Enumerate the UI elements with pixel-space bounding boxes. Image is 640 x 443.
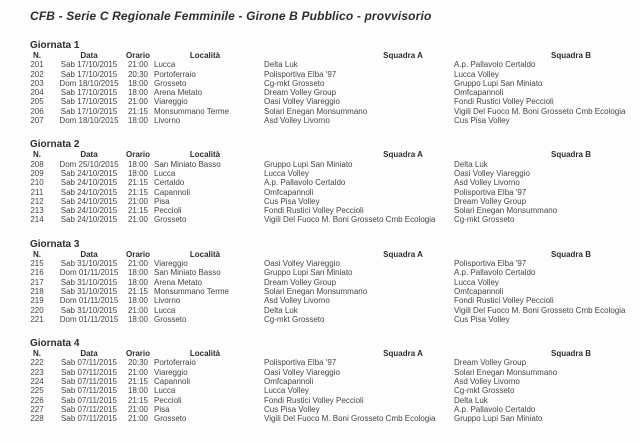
table-body [20, 358, 640, 423]
page-title: CFB - Serie C Regionale Femminile - Girone B Pubblico - provvisorio [30, 9, 432, 23]
cell-squadra-b: Solari Enegan Monsummano [454, 367, 558, 377]
cell-n: 205 [30, 97, 44, 107]
cell-squadra-a: Cg-mkt Grosseto [264, 314, 325, 324]
column-header-squadra-b: Squadra B [550, 150, 591, 160]
cell-orario: 21:00 [127, 196, 149, 206]
giornata-heading: Giornata 4 [30, 338, 80, 350]
cell-data: Sab 31/10/2015 [60, 286, 118, 296]
cell-data: Dom 18/10/2015 [59, 116, 119, 126]
cell-data: Sab 07/11/2015 [61, 414, 117, 424]
cell-localita: Capannoli [154, 187, 191, 197]
table-row [20, 60, 640, 69]
cell-n: 227 [30, 404, 44, 414]
cell-squadra-b: Polisportiva Elba '97 [454, 187, 527, 197]
cell-localita: Peccioli [154, 206, 182, 216]
cell-orario: 21:00 [127, 259, 149, 269]
cell-orario: 21:15 [127, 395, 149, 405]
cell-data: Sab 07/11/2015 [61, 367, 117, 377]
cell-squadra-b: Cus Pisa Volley [454, 116, 510, 126]
cell-localita: Grosseto [154, 78, 187, 88]
table-row [20, 405, 640, 414]
cell-squadra-b: Dream Volley Group [454, 358, 527, 368]
column-header-squadra-b: Squadra B [550, 349, 591, 359]
column-header-n: N. [33, 51, 41, 60]
column-header-squadra-a: Squadra A [383, 150, 423, 160]
cell-squadra-a: Gruppo Lupi San Miniato [264, 159, 353, 169]
cell-data: Sab 24/10/2015 [60, 206, 118, 216]
cell-squadra-b: A.p. Pallavolo Certaldo [454, 268, 536, 278]
column-header-n: N. [33, 249, 41, 259]
cell-squadra-a: Oasi Volley Viareggio [264, 367, 340, 377]
column-header-squadra-b: Squadra B [550, 249, 591, 259]
table-row [20, 107, 640, 116]
cell-orario: 18:00 [127, 168, 149, 178]
table-row [20, 215, 640, 224]
table-row [20, 70, 640, 79]
cell-n: 226 [30, 395, 44, 405]
cell-data: Sab 31/10/2015 [60, 277, 118, 287]
cell-orario: 18:00 [127, 314, 149, 324]
table-row [20, 88, 640, 97]
cell-orario: 20:30 [127, 69, 149, 79]
table-row [20, 296, 640, 305]
cell-data: Sab 17/10/2015 [60, 106, 118, 116]
table-row [20, 306, 640, 315]
column-header-orario: Orario [125, 150, 150, 160]
cell-localita: Viareggio [154, 367, 188, 377]
cell-squadra-b: Gruppo Lupi San Miniato [454, 78, 543, 88]
cell-orario: 21:15 [127, 286, 149, 296]
cell-squadra-a: Asd Volley Livorno [264, 296, 330, 306]
cell-localita: Pisa [154, 196, 170, 206]
cell-localita: Portoferraio [154, 358, 196, 368]
cell-squadra-b: Polisportiva Elba '97 [454, 259, 527, 269]
column-header-n: N. [33, 349, 41, 359]
column-header-data: Data [80, 150, 98, 160]
cell-orario: 18:00 [127, 386, 149, 396]
cell-orario: 18:00 [127, 116, 149, 126]
cell-orario: 21:15 [127, 377, 149, 387]
cell-orario: 21:00 [127, 367, 149, 377]
cell-data: Sab 17/10/2015 [60, 97, 118, 107]
cell-squadra-b: Asd Volley Livorno [454, 377, 520, 387]
table-row [20, 259, 640, 268]
schedule-section [20, 40, 640, 125]
table-row [20, 197, 640, 206]
cell-squadra-a: Delta Luk [264, 305, 298, 315]
cell-n: 211 [30, 187, 44, 197]
cell-squadra-a: Omfcapannoli [264, 377, 314, 387]
cell-squadra-b: Delta Luk [454, 159, 488, 169]
cell-squadra-a: Dream Volley Group [264, 88, 337, 98]
cell-squadra-a: A.p. Pallavolo Certaldo [264, 178, 346, 188]
cell-squadra-a: Fondi Rustici Volley Peccioli [264, 206, 364, 216]
cell-localita: Livorno [154, 116, 181, 126]
cell-data: Sab 07/11/2015 [61, 404, 117, 414]
cell-orario: 21:00 [127, 404, 149, 414]
cell-localita: Lucca [154, 386, 176, 396]
cell-localita: Arena Metato [154, 277, 203, 287]
cell-n: 220 [30, 305, 44, 315]
cell-orario: 18:00 [127, 159, 149, 169]
cell-data: Dom 01/11/2015 [59, 268, 119, 278]
table-row [20, 414, 640, 423]
cell-squadra-a: Fondi Rustici Volley Peccioli [264, 395, 364, 405]
cell-localita: Lucca [154, 305, 176, 315]
cell-squadra-a: Vigili Del Fuoco M. Boni Grosseto Cmb Ecologia [264, 215, 436, 225]
cell-orario: 21:15 [127, 178, 149, 188]
cell-localita: Peccioli [154, 395, 182, 405]
column-header-localita: Località [189, 249, 221, 259]
cell-data: Sab 31/10/2015 [60, 305, 118, 315]
cell-squadra-b: Lucca Volley [454, 277, 499, 287]
cell-data: Sab 17/10/2015 [60, 69, 118, 79]
cell-squadra-b: Vigili Del Fuoco M. Boni Grosseto Cmb Ecologia [454, 305, 626, 315]
table-row [20, 368, 640, 377]
cell-squadra-b: Cg-mkt Grosseto [454, 386, 515, 396]
cell-data: Sab 07/11/2015 [61, 386, 117, 396]
cell-squadra-b: Omfcapannoli [454, 286, 504, 296]
cell-localita: Grosseto [154, 314, 187, 324]
column-header-orario: Orario [125, 51, 150, 60]
cell-squadra-b: Fondi Rustici Volley Peccioli [454, 296, 554, 306]
cell-n: 214 [30, 215, 44, 225]
cell-squadra-a: Oasi Volley Viareggio [264, 97, 340, 107]
cell-localita: Monsummano Terme [154, 286, 229, 296]
cell-localita: Grosseto [154, 215, 187, 225]
table-row [20, 206, 640, 215]
cell-localita: Livorno [154, 296, 181, 306]
table-row [20, 268, 640, 277]
schedule-section [20, 239, 640, 324]
cell-squadra-b: Gruppo Lupi San Miniato [454, 414, 543, 424]
cell-squadra-a: Asd Volley Livorno [264, 116, 330, 126]
cell-orario: 18:00 [127, 78, 149, 88]
cell-n: 213 [30, 206, 44, 216]
cell-squadra-a: Solari Enegan Monsummano [264, 286, 368, 296]
cell-n: 217 [30, 277, 44, 287]
cell-n: 224 [30, 377, 44, 387]
table-row [20, 169, 640, 178]
cell-squadra-b: Fondi Rustici Volley Peccioli [454, 97, 554, 107]
cell-orario: 21:15 [127, 206, 149, 216]
cell-squadra-b: Omfcapannoli [454, 88, 504, 98]
cell-orario: 21:00 [127, 97, 149, 107]
table-body [20, 60, 640, 125]
schedule-section [20, 338, 640, 423]
cell-n: 223 [30, 367, 44, 377]
sections [20, 40, 640, 424]
cell-orario: 21:00 [127, 215, 149, 225]
cell-n: 203 [30, 78, 44, 88]
table-row [20, 178, 640, 187]
cell-data: Dom 18/10/2015 [59, 78, 119, 88]
header-row [20, 349, 640, 358]
cell-squadra-a: Oasi Volley Viareggio [264, 259, 340, 269]
cell-localita: Certaldo [154, 178, 185, 188]
cell-squadra-b: Solari Enegan Monsummano [454, 206, 558, 216]
cell-squadra-a: Dream Volley Group [264, 277, 337, 287]
cell-n: 201 [30, 60, 44, 70]
cell-n: 209 [30, 168, 44, 178]
table-row [20, 287, 640, 296]
cell-localita: Grosseto [154, 414, 187, 424]
cell-n: 207 [30, 116, 44, 126]
cell-n: 212 [30, 196, 44, 206]
cell-orario: 20:30 [127, 358, 149, 368]
cell-localita: Monsummano Terme [154, 106, 229, 116]
cell-localita: San Miniato Basso [154, 159, 221, 169]
table-body [20, 259, 640, 324]
cell-orario: 18:00 [127, 296, 149, 306]
cell-orario: 18:00 [127, 88, 149, 98]
cell-squadra-a: Omfcapannoli [264, 187, 314, 197]
table-row [20, 396, 640, 405]
cell-localita: Arena Metato [154, 88, 203, 98]
cell-squadra-b: Vigili Del Fuoco M. Boni Grosseto Cmb Ecologia [454, 106, 626, 116]
cell-n: 221 [30, 314, 44, 324]
cell-data: Sab 17/10/2015 [60, 60, 118, 70]
cell-localita: San Miniato Basso [154, 268, 221, 278]
cell-data: Sab 31/10/2015 [60, 259, 118, 269]
cell-squadra-b: Dream Volley Group [454, 196, 527, 206]
cell-squadra-b: A.p. Pallavolo Certaldo [454, 404, 536, 414]
column-header-localita: Località [189, 150, 221, 160]
table-row [20, 160, 640, 169]
cell-data: Sab 07/11/2015 [61, 377, 117, 387]
cell-data: Dom 01/11/2015 [59, 314, 119, 324]
cell-localita: Lucca [154, 60, 176, 70]
cell-squadra-a: Delta Luk [264, 60, 298, 70]
cell-squadra-a: Lucca Volley [264, 386, 309, 396]
cell-orario: 21:00 [127, 60, 149, 70]
table-row [20, 188, 640, 197]
cell-orario: 21:00 [127, 414, 149, 424]
cell-n: 210 [30, 178, 44, 188]
cell-data: Sab 24/10/2015 [60, 187, 118, 197]
cell-localita: Lucca [154, 168, 176, 178]
table-row [20, 116, 640, 125]
cell-squadra-a: Lucca Volley [264, 168, 309, 178]
header-row [20, 150, 640, 159]
column-header-squadra-a: Squadra A [383, 51, 423, 60]
column-header-orario: Orario [125, 349, 150, 359]
cell-squadra-b: A.p. Pallavolo Certaldo [454, 60, 536, 70]
giornata-heading: Giornata 1 [30, 40, 80, 51]
cell-n: 208 [30, 159, 44, 169]
cell-orario: 21:15 [127, 106, 149, 116]
cell-squadra-b: Lucca Volley [454, 69, 499, 79]
column-header-data: Data [80, 249, 98, 259]
giornata-heading: Giornata 3 [30, 238, 80, 250]
cell-n: 228 [30, 414, 44, 424]
cell-data: Sab 17/10/2015 [60, 88, 118, 98]
cell-localita: Viareggio [154, 259, 188, 269]
cell-localita: Portoferraio [154, 69, 196, 79]
cell-data: Sab 07/11/2015 [61, 395, 117, 405]
header-row [20, 250, 640, 259]
cell-squadra-a: Cus Pisa Volley [264, 404, 320, 414]
cell-squadra-b: Cg-mkt Grosseto [454, 215, 515, 225]
cell-orario: 18:00 [127, 268, 149, 278]
giornata-heading: Giornata 2 [30, 139, 80, 151]
cell-squadra-a: Cus Pisa Volley [264, 196, 320, 206]
cell-squadra-b: Oasi Volley Viareggio [454, 168, 530, 178]
column-header-data: Data [80, 349, 98, 359]
cell-squadra-a: Gruppo Lupi San Miniato [264, 268, 353, 278]
cell-n: 206 [30, 106, 44, 116]
table-body [20, 160, 640, 225]
schedule-section [20, 139, 640, 224]
cell-orario: 21:00 [127, 305, 149, 315]
column-header-data: Data [80, 51, 98, 60]
column-header-squadra-b: Squadra B [550, 51, 591, 60]
column-header-orario: Orario [125, 249, 150, 259]
table-row [20, 358, 640, 367]
cell-n: 219 [30, 296, 44, 306]
cell-data: Sab 24/10/2015 [60, 168, 118, 178]
cell-n: 218 [30, 286, 44, 296]
column-header-localita: Località [189, 349, 221, 359]
cell-n: 216 [30, 268, 44, 278]
cell-localita: Viareggio [154, 97, 188, 107]
cell-squadra-b: Delta Luk [454, 395, 488, 405]
column-header-squadra-a: Squadra A [383, 249, 423, 259]
cell-n: 204 [30, 88, 44, 98]
table-row [20, 315, 640, 324]
cell-data: Sab 24/10/2015 [60, 215, 118, 225]
cell-squadra-a: Polisportiva Elba '97 [264, 69, 337, 79]
cell-n: 222 [30, 358, 44, 368]
cell-n: 215 [30, 259, 44, 269]
cell-squadra-b: Cus Pisa Volley [454, 314, 510, 324]
cell-localita: Capannoli [154, 377, 191, 387]
column-header-localita: Località [189, 51, 221, 60]
table-row [20, 377, 640, 386]
table-row [20, 386, 640, 395]
column-header-n: N. [33, 150, 41, 160]
cell-localita: Pisa [154, 404, 170, 414]
cell-squadra-a: Cg-mkt Grosseto [264, 78, 325, 88]
header-row [20, 51, 640, 60]
cell-orario: 18:00 [127, 277, 149, 287]
table-row [20, 79, 640, 88]
cell-n: 202 [30, 69, 44, 79]
cell-n: 225 [30, 386, 44, 396]
cell-data: Sab 07/11/2015 [61, 358, 117, 368]
cell-orario: 21:15 [127, 187, 149, 197]
cell-data: Sab 24/10/2015 [60, 178, 118, 188]
cell-data: Sab 24/10/2015 [60, 196, 118, 206]
cell-data: Dom 01/11/2015 [59, 296, 119, 306]
table-row [20, 97, 640, 106]
cell-squadra-a: Vigili Del Fuoco M. Boni Grosseto Cmb Ecologia [264, 414, 436, 424]
cell-squadra-a: Solari Enegan Monsummano [264, 106, 368, 116]
column-header-squadra-a: Squadra A [383, 349, 423, 359]
cell-squadra-b: Asd Volley Livorno [454, 178, 520, 188]
cell-data: Dom 25/10/2015 [59, 159, 119, 169]
table-row [20, 278, 640, 287]
cell-squadra-a: Polisportiva Elba '97 [264, 358, 337, 368]
